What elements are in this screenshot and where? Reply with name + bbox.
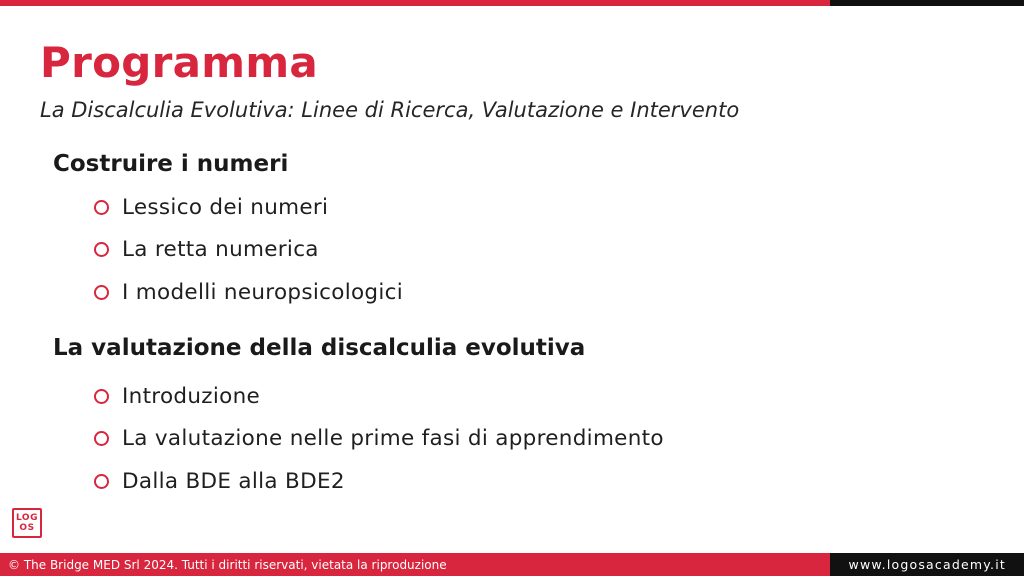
page-subtitle: La Discalculia Evolutiva: Linee di Ricerca, Valutazione e Intervento	[40, 98, 740, 122]
footer-copyright: © The Bridge MED Srl 2024. Tutti i diritti riservati, vietata la riproduzione	[0, 553, 830, 576]
logo-line-1: LOG	[16, 513, 38, 523]
list-item	[94, 229, 403, 272]
hollow-circle-bullet-icon	[94, 242, 109, 257]
logos-logo	[12, 508, 42, 538]
list-item-label: La retta numerica	[122, 237, 319, 263]
list-item-label: Introduzione	[122, 383, 261, 409]
top-accent-bar	[0, 0, 830, 6]
hollow-circle-bullet-icon	[94, 200, 109, 215]
list-item-label: Lessico dei numeri	[122, 194, 329, 220]
section-list-valutazione	[94, 375, 664, 503]
logo-line-2: OS	[19, 523, 35, 533]
section-list-costruire	[94, 186, 403, 314]
list-item	[94, 418, 664, 461]
footer-website-link[interactable]: www.logosacademy.it	[830, 553, 1024, 576]
list-item	[94, 375, 664, 418]
list-item	[94, 186, 403, 229]
hollow-circle-bullet-icon	[94, 285, 109, 300]
hollow-circle-bullet-icon	[94, 474, 109, 489]
hollow-circle-bullet-icon	[94, 389, 109, 404]
list-item-label: I modelli neuropsicologici	[122, 279, 404, 305]
section-heading-valutazione: La valutazione della discalculia evolutiva	[53, 335, 586, 361]
list-item	[94, 271, 403, 314]
section-heading-costruire: Costruire i numeri	[53, 151, 289, 177]
page-title: Programma	[40, 38, 319, 87]
list-item	[94, 460, 664, 503]
list-item-label: La valutazione nelle prime fasi di apprendimento	[122, 426, 664, 452]
list-item-label: Dalla BDE alla BDE2	[122, 468, 345, 494]
top-dark-bar	[830, 0, 1024, 6]
hollow-circle-bullet-icon	[94, 431, 109, 446]
